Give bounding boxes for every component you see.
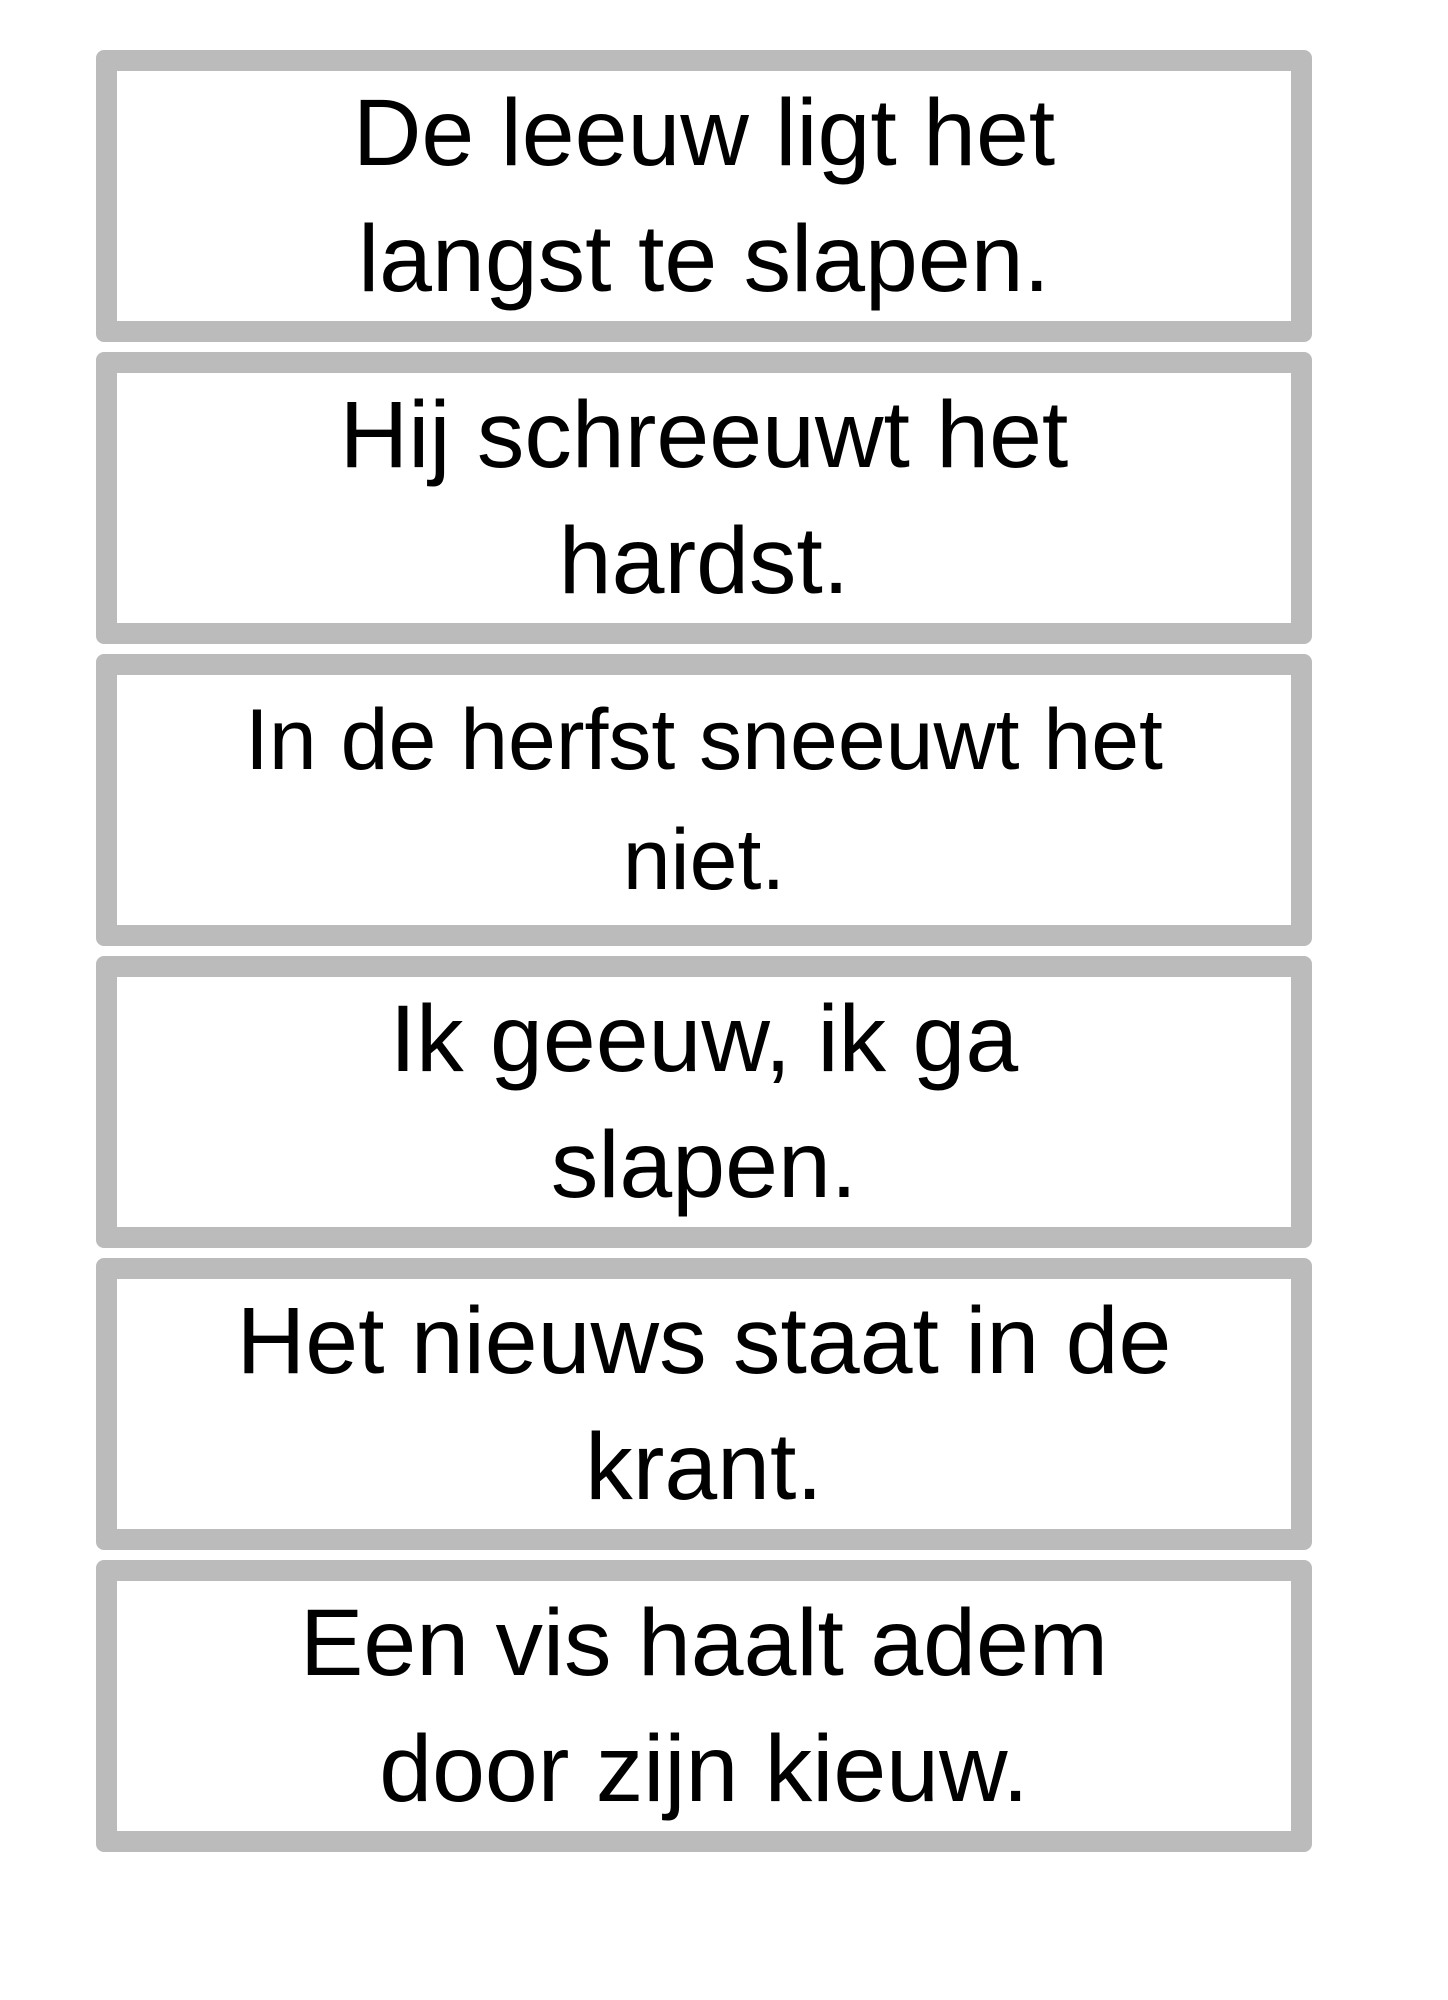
- sentence-card-2: [96, 352, 1312, 644]
- sentence-card-6: [96, 1560, 1312, 1852]
- sentence-text: Het nieuws staat in de krant.: [236, 1288, 1172, 1520]
- sentence-text: In de herfst sneeuwt het niet.: [245, 692, 1163, 908]
- sentence-card-list: [96, 50, 1312, 1862]
- sentence-text: Ik geeuw, ik ga slapen.: [389, 986, 1019, 1218]
- sentence-text: De leeuw ligt het langst te slapen.: [352, 80, 1056, 312]
- sentence-text: Een vis haalt adem door zijn kieuw.: [300, 1590, 1108, 1822]
- sentence-card-4: [96, 956, 1312, 1248]
- sentence-text: Hij schreeuwt het hardst.: [339, 382, 1069, 614]
- sentence-card-1: [96, 50, 1312, 342]
- sentence-card-5: [96, 1258, 1312, 1550]
- sentence-card-3: [96, 654, 1312, 946]
